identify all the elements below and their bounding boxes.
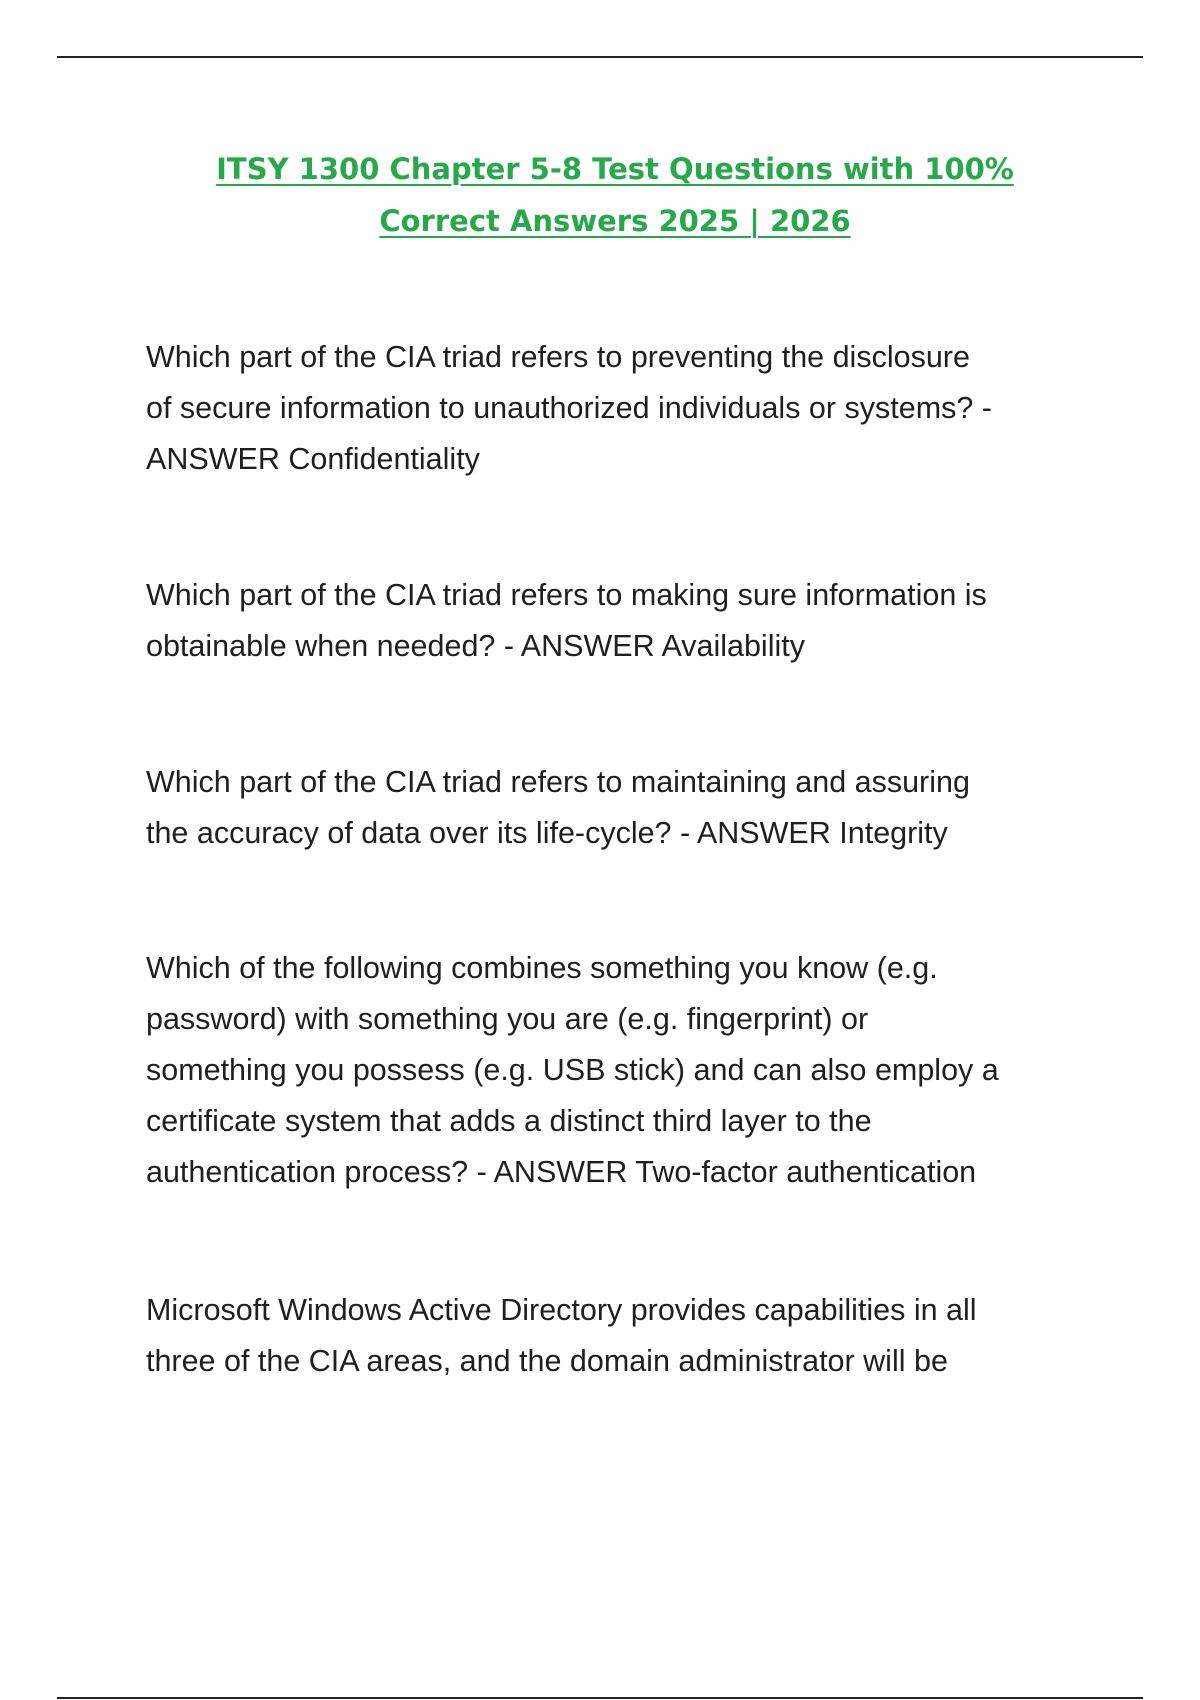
qa-item-5: Microsoft Windows Active Directory provides capabilities in all three of the CIA areas, and the domain administrator will be	[146, 1293, 977, 1378]
qa-item-1: Which part of the CIA triad refers to preventing the disclosure of secure information to unauthorized individuals or systems? - ANSWER Confidentiality	[146, 340, 992, 476]
header-divider	[57, 56, 1143, 58]
qa-item-2: Which part of the CIA triad refers to making sure information is obtainable when needed? - ANSWER Availability	[146, 578, 987, 663]
title-line-1: ITSY 1300 Chapter 5-8 Test Questions with 100%	[216, 152, 1014, 186]
document-title	[120, 143, 1110, 247]
title-line-2: Correct Answers 2025 | 2026	[379, 204, 851, 238]
qa-item-3: Which part of the CIA triad refers to maintaining and assuring the accuracy of data over its life-cycle? - ANSWER Integrity	[146, 765, 970, 850]
footer-divider	[57, 1697, 1143, 1699]
qa-item-4: Which of the following combines something you know (e.g. password) with something you are (e.g. fingerprint) or something you possess (e.g. USB stick) and can also employ a certificate system that adds a distinct third layer to the authentication process? - ANSWER Two-factor authentication	[146, 951, 999, 1189]
